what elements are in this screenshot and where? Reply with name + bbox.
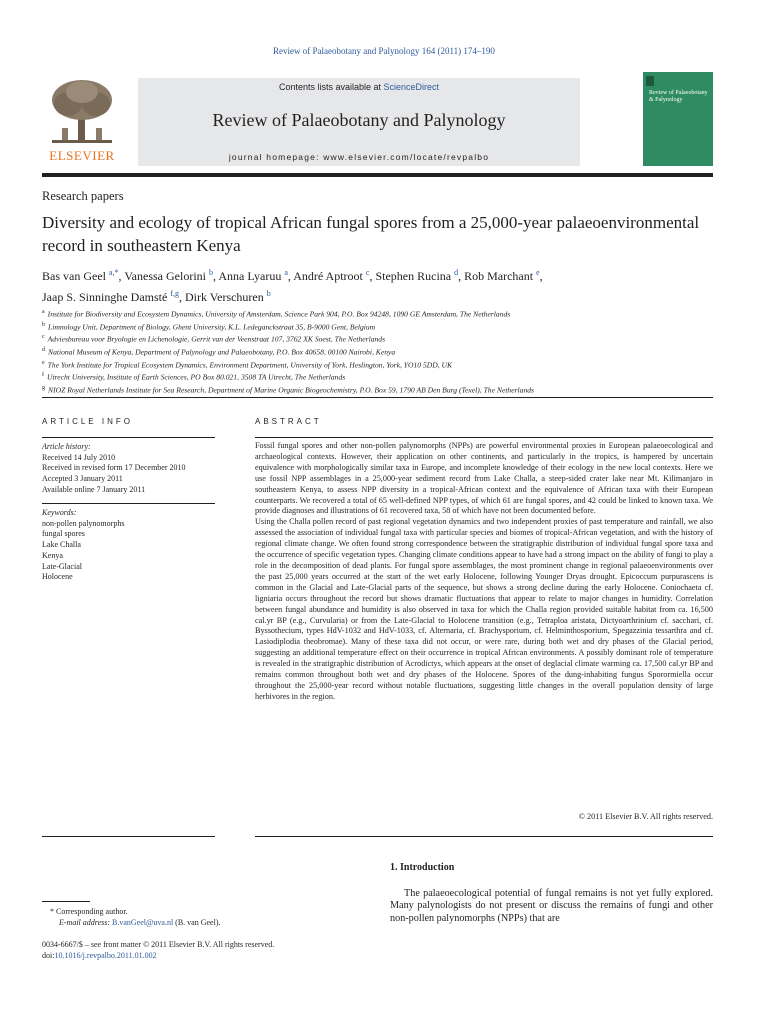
history-item: Available online 7 January 2011 xyxy=(42,484,146,494)
author-name: Bas van Geel xyxy=(42,269,106,283)
author-name: Stephen Rucina xyxy=(375,269,452,283)
affiliation-mark: c xyxy=(42,334,45,341)
elsevier-tree-icon xyxy=(44,78,120,146)
abstract-paragraph: Fossil fungal spores and other non-pollen palynomorphs (NPPs) are powerful environmental proxies in European palaeoecological and archaeological contexts. However, their application on other continents, and particularly in the tropics, is hampered by uncertain equivalence with morphologically similar taxa in Europe, and incomplete knowledge of their ecology in the new local contexts. Here we use fossil NPP assemblages in a 25,000-year sediment record from Lake Challa, a steep-sided crater lake near Mt. Kilimanjaro in southeastern Kenya, to assess NPP diversity in a tropical-African context and the equivalence of African taxa with their European counterparts. We recovered a total of 65 well-defined NPP types, of which 61 are fungal spores, and 42 could be linked to known taxa. We provide diagnoses and illustrations of 61 recovered taxa, 58 of which have not been documented before. xyxy=(255,441,713,516)
history-item: Accepted 3 January 2011 xyxy=(42,474,123,484)
affiliation-mark: a xyxy=(42,309,45,315)
affiliation-mark: f xyxy=(42,372,44,379)
author-list: Bas van Geel $^{a,*}$, Vanessa Gelorini $^b$, Anna Lyaruu $^a$, André Aptroot $^c$, Stephen Rucina $^d$, Rob Marchant $^e$, Jaap S. Sinninghe Damsté $^{f,g}$, Dirk Verschuren $^b$ xyxy=(42,268,543,304)
affiliation-text: Utrecht University, Institute of Earth Sciences, PO Box 80.021, 3508 TA Utrecht, The Netherlands xyxy=(47,372,346,382)
history-label: Article history: xyxy=(42,442,91,451)
author-name: Rob Marchant xyxy=(464,269,534,283)
divider xyxy=(255,836,713,837)
author-name: Vanessa Gelorini xyxy=(124,269,206,283)
keyword: Lake Challa xyxy=(42,540,81,550)
author-affiliation-mark[interactable]: d xyxy=(454,268,459,277)
author[interactable] xyxy=(124,269,213,283)
introduction-heading: 1. Introduction xyxy=(390,862,455,873)
affiliation-mark: d xyxy=(42,346,45,353)
divider xyxy=(42,836,215,837)
corresponding-label: Corresponding author. xyxy=(56,907,128,916)
history-item: Received in revised form 17 December 2010 xyxy=(42,463,186,473)
keyword: Holocene xyxy=(42,572,73,582)
affiliation-mark: b xyxy=(42,321,45,328)
keyword: non-pollen palynomorphs xyxy=(42,518,125,528)
affiliation-mark: g xyxy=(42,384,45,391)
author[interactable] xyxy=(293,269,369,283)
front-matter xyxy=(42,939,372,961)
journal-reference[interactable]: Review of Palaeobotany and Palynology 164 (2011) 174–190 xyxy=(273,46,495,56)
section-label: Research papers xyxy=(42,189,124,203)
affiliation xyxy=(42,332,713,345)
author[interactable] xyxy=(464,269,540,283)
author-affiliation-mark[interactable]: b xyxy=(266,289,271,298)
doi-link[interactable]: 10.1016/j.revpalbo.2011.01.002 xyxy=(54,951,157,960)
affiliation-text: Adviesbureau voor Bryologie en Lichenologie, Gerrit van der Veenstraat 107, 3762 XK Soest, The Netherlands xyxy=(47,334,386,344)
affiliation-text: NIOZ Royal Netherlands Institute for Sea Research, Department of Marine Organic Biogeochemistry, P.O. Box 59, 1790 AB Den Burg (Texel), The Netherlands xyxy=(48,385,535,395)
journal-cover[interactable] xyxy=(643,72,713,166)
paper-title: Diversity and ecology of tropical African fungal spores from a 25,000-year palaeoenvironmental record in southeastern Kenya xyxy=(42,213,700,255)
author[interactable] xyxy=(375,269,458,283)
contents-prefix: Contents lists available at xyxy=(278,82,384,92)
corresponding-author-footnote xyxy=(42,906,372,928)
affiliation xyxy=(42,345,713,358)
author-affiliation-mark[interactable]: c xyxy=(365,268,370,277)
affiliation-text: The York Institute for Tropical Ecosystem Dynamics, Environment Department, University of York, Heslington, York, YO10 5DD, UK xyxy=(47,360,453,370)
divider xyxy=(42,503,215,504)
author[interactable] xyxy=(185,290,271,304)
issn-line: 0034-6667/$ – see front matter © 2011 Elsevier B.V. All rights reserved. xyxy=(42,940,275,949)
footnote-rule xyxy=(42,901,90,902)
affiliation-text: National Museum of Kenya, Department of Palynology and Palaeobotany, P.O. Box 40658, 00100 Nairobi, Kenya xyxy=(48,347,396,357)
divider xyxy=(42,397,713,398)
author[interactable] xyxy=(42,290,179,304)
abstract-paragraph: Using the Challa pollen record of past regional vegetation dynamics and two independent proxies of past temperature and rainfall, we also assessed the association of individual fungal taxa with particular species and biomes of tropical-African vegetation, and with the history of regional climate change. We often found strong correspondence between the stratigraphic distribution of individual fungal spore taxa and the occurrence of specific vegetation types. Changing climate conditions appear to have had a strong impact on the ability of fungi to play a role in the decomposition of dead plants. For fungal spore assemblages, the most prominent change in regional palaeoenvironments over the past 25,000 years occurred at the start of the wet early Holocene, following Younger Dryas drought. Epicoccum purpurascens is common in the Glacial and Late-Glacial parts of the sequence, but shows a strong decline during the early Holocene. Coniochaeta cf. ligniaria occurs throughout the record but shows dramatic fluctuations that appear to relate to major changes in humidity. Correlation between fungal abundance and humidity is also observed in taxa for which the Challa region provided suitable habitat from ca. 16,500 cal.yr BP (e.g., Curvularia) or from the Late-Glacial to Holocene transition (e.g., Tetraploa aristata, Dictyoarthrinium cf. sacchari, cf. Byssothecium, types HdV-1032 and HdV-1033, cf. Alternaria, cf. Brachysporium, cf. Helminthosporium, Spegazzinia tessarthra and cf. Lasiodiplodia theobromae). Many of these taxa did not occur, or were rare, during both wet and dry phases of the Glacial period, suggesting an additional temperature effect on their occurrence in tropical African environments. A possibly dominant role of temperature is revealed in the stratigraphic distribution of Acrodictys, which appears at the onset of deglacial climate warming ca. 17,500 cal.yr BP and remains common throughout both wet and dry phases of the Holocene. Spores of the dung-inhabiting fungus Sporormiella occur throughout the 25,000-year record without notable fluctuations, suggesting little changes in the overall population density of large herbivores in the region. xyxy=(255,517,713,701)
divider xyxy=(42,437,215,438)
elsevier-logo[interactable] xyxy=(42,78,122,164)
affiliation-mark: e xyxy=(42,359,45,366)
affiliation xyxy=(42,358,713,371)
affiliation xyxy=(42,320,713,333)
introduction-text: The palaeoecological potential of fungal remains is not yet fully explored. Many palynologists do not present or discuss the remains of fungi and other non-pollen palynomorphs (NPPs) that are xyxy=(390,888,713,924)
keyword: Late-Glacial xyxy=(42,561,82,571)
author-affiliation-mark[interactable]: a xyxy=(284,268,288,277)
author-affiliation-mark[interactable]: e xyxy=(536,268,540,277)
affiliation xyxy=(42,307,713,320)
journal-title: Review of Palaeobotany and Palynology xyxy=(212,110,506,130)
history-item: Received 14 July 2010 xyxy=(42,452,116,462)
keyword: fungal spores xyxy=(42,529,85,539)
author[interactable] xyxy=(42,269,119,283)
author[interactable] xyxy=(218,269,288,283)
masthead xyxy=(42,70,713,170)
header-rule xyxy=(42,173,713,177)
contents-line xyxy=(138,82,580,92)
keywords-label: Keywords: xyxy=(42,508,77,517)
affiliation xyxy=(42,383,713,396)
email-link[interactable]: B.vanGeel@uva.nl xyxy=(112,918,174,927)
article-history xyxy=(42,442,215,496)
author-affiliation-mark[interactable]: a,* xyxy=(108,268,119,277)
sciencedirect-link[interactable]: ScienceDirect xyxy=(383,82,440,92)
affiliation-text: Limnology Unit, Department of Biology, Ghent University, K.L. Ledeganckstraat 35, B-9000 Gent, Belgium xyxy=(48,322,376,332)
author-name: Jaap S. Sinninghe Damsté xyxy=(42,290,168,304)
doi-prefix: doi: xyxy=(42,951,55,960)
cover-logo-icon xyxy=(646,76,654,86)
article-info-heading: ARTICLE INFO xyxy=(42,417,133,426)
publisher-name: ELSEVIER xyxy=(49,148,115,163)
keywords xyxy=(42,508,215,583)
affiliation xyxy=(42,370,713,383)
email-label: E-mail address: xyxy=(59,918,111,927)
journal-homepage[interactable]: journal homepage: www.elsevier.com/locate/revpalbo xyxy=(228,152,490,162)
author-affiliation-mark[interactable]: f,g xyxy=(170,289,179,298)
email-suffix: (B. van Geel). xyxy=(173,918,221,927)
masthead-banner xyxy=(138,78,580,166)
abstract-heading: ABSTRACT xyxy=(255,417,322,426)
footnote-mark: * xyxy=(50,907,54,916)
abstract-body xyxy=(255,441,713,703)
author-name: André Aptroot xyxy=(293,269,363,283)
affiliation-text: Institute for Biodiversity and Ecosystem Dynamics, University of Amsterdam, Science Park 904, P.O. Box 94248, 1090 GE Amsterdam, The Netherlands xyxy=(47,309,511,319)
author-name: Dirk Verschuren xyxy=(185,290,264,304)
cover-title: Review of Palaeobotany & Palynology xyxy=(649,90,708,103)
author-affiliation-mark[interactable]: b xyxy=(209,268,213,277)
affiliation-list xyxy=(42,307,713,395)
copyright-line: © 2011 Elsevier B.V. All rights reserved. xyxy=(578,812,713,821)
divider xyxy=(255,437,713,438)
author-name: Anna Lyaruu xyxy=(218,269,282,283)
keyword: Kenya xyxy=(42,550,63,560)
